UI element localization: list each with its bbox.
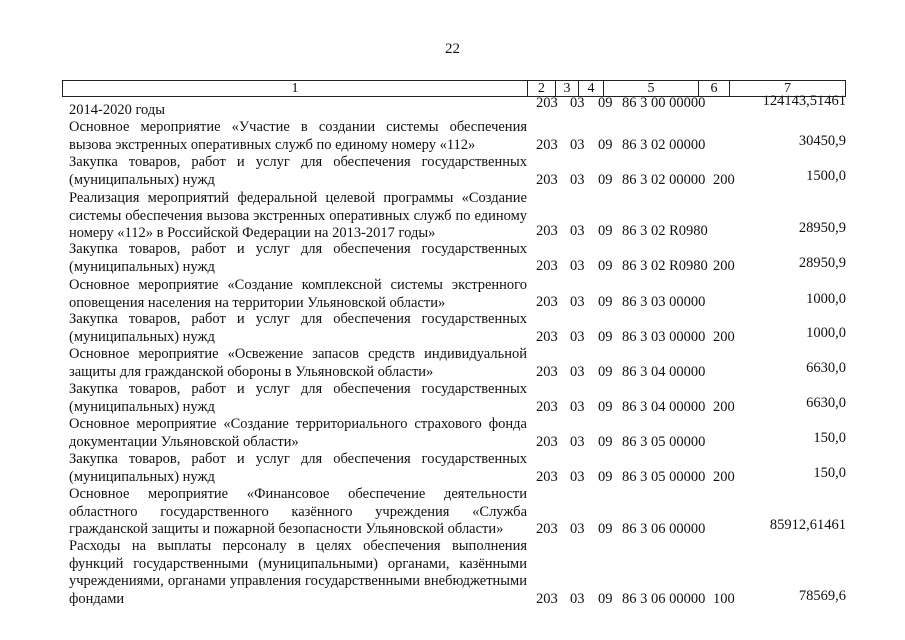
row-pr: 09 [598,433,613,450]
table-row [0,381,905,416]
row-sum: 1000,0 [806,290,846,307]
row-csr: 86 3 03 00000 [622,328,706,345]
row-pr: 09 [598,590,613,607]
row-description: Закупка товаров, работ и услуг для обеспечения государственных (муниципальных) нужд [69,381,527,415]
row-pr: 09 [598,468,613,485]
table-row [0,346,905,381]
row-vr: 100 [713,590,735,607]
row-csr: 86 3 04 00000 [622,363,706,380]
row-pr: 09 [598,328,613,345]
row-sum: 6630,0 [806,359,846,376]
row-ved: 203 [536,171,558,188]
row-csr: 86 3 03 00000 [622,293,706,310]
row-pr: 09 [598,94,613,111]
row-sum: 1000,0 [806,324,846,341]
row-pr: 09 [598,520,613,537]
row-ved: 203 [536,468,558,485]
row-rz: 03 [570,398,585,415]
header-col-6: 6 [699,81,730,96]
row-rz: 03 [570,293,585,310]
table-row [0,119,905,154]
row-rz: 03 [570,94,585,111]
row-rz: 03 [570,136,585,153]
table-row [0,190,905,240]
row-csr: 86 3 02 R0980 [622,222,708,239]
row-description: Закупка товаров, работ и услуг для обеспечения государственных (муниципальных) нужд [69,154,527,188]
row-rz: 03 [570,433,585,450]
row-pr: 09 [598,398,613,415]
row-vr: 200 [713,468,735,485]
row-rz: 03 [570,590,585,607]
row-rz: 03 [570,222,585,239]
row-rz: 03 [570,171,585,188]
header-col-4: 4 [579,81,604,96]
row-csr: 86 3 06 00000 [622,590,706,607]
table-row [0,277,905,311]
column-number-header [62,80,846,97]
row-rz: 03 [570,257,585,274]
row-sum: 28950,9 [798,219,846,236]
row-csr: 86 3 02 00000 [622,136,706,153]
row-csr: 86 3 04 00000 [622,398,706,415]
row-csr: 86 3 02 R0980 [622,257,708,274]
row-rz: 03 [570,363,585,380]
row-sum: 6630,0 [806,394,846,411]
table-row [0,241,905,275]
row-description: Закупка товаров, работ и услуг для обеспечения государственных (муниципальных) нужд [69,451,527,485]
header-col-5: 5 [604,81,699,96]
row-csr: 86 3 05 00000 [622,433,706,450]
row-sum: 85912,61461 [769,516,846,533]
row-ved: 203 [536,328,558,345]
row-sum: 1500,0 [806,167,846,184]
row-pr: 09 [598,257,613,274]
row-ved: 203 [536,363,558,380]
row-pr: 09 [598,363,613,380]
row-ved: 203 [536,590,558,607]
row-sum: 124143,51461 [762,92,846,109]
header-col-3: 3 [556,81,579,96]
row-csr: 86 3 00 00000 [622,94,706,111]
row-csr: 86 3 05 00000 [622,468,706,485]
row-pr: 09 [598,171,613,188]
row-ved: 203 [536,222,558,239]
table-row [0,538,905,608]
row-sum: 30450,9 [798,132,846,149]
header-col-1: 1 [63,81,528,96]
table-row [0,416,905,451]
table-row [0,486,905,538]
row-sum: 78569,6 [798,587,846,604]
row-pr: 09 [598,222,613,239]
row-sum: 150,0 [813,464,846,481]
row-description: Расходы на выплаты персоналу в целях обеспечения выполнения функций государственными (муниципальными) органами, казёнными учреждениями, органами управления государственными внебюджетными фондами [69,538,527,607]
row-pr: 09 [598,136,613,153]
row-description: Реализация мероприятий федеральной целевой программы «Создание системы обеспечения вызова экстренных оперативных служб по единому номеру «112» в Российской Федерации на 2013-2017 годы» [69,190,527,241]
header-col-2: 2 [528,81,556,96]
row-ved: 203 [536,398,558,415]
header-col-7: 7 [784,81,791,96]
row-vr: 200 [713,328,735,345]
row-vr: 200 [713,171,735,188]
row-description: Закупка товаров, работ и услуг для обеспечения государственных (муниципальных) нужд [69,241,527,275]
row-csr: 86 3 06 00000 [622,520,706,537]
row-ved: 203 [536,520,558,537]
row-csr: 86 3 02 00000 [622,171,706,188]
table-row [0,92,905,118]
row-description: Закупка товаров, работ и услуг для обеспечения государственных (муниципальных) нужд [69,311,527,345]
row-pr: 09 [598,293,613,310]
row-sum: 150,0 [813,429,846,446]
page-number: 22 [445,41,460,57]
row-rz: 03 [570,520,585,537]
row-rz: 03 [570,468,585,485]
row-ved: 203 [536,433,558,450]
row-description: Основное мероприятие «Создание территориального страхового фонда документации Ульяновской области» [69,416,527,450]
row-vr: 200 [713,398,735,415]
table-row [0,311,905,346]
row-description: Основное мероприятие «Участие в создании системы обеспечения вызова экстренных оперативных служб по единому номеру «112» [69,119,527,153]
table-row [0,154,905,189]
row-sum: 28950,9 [798,254,846,271]
row-vr: 200 [713,257,735,274]
row-description: Основное мероприятие «Финансовое обеспечение деятельности областного государственного казённого учреждения «Служба гражданской защиты и пожарной безопасности Ульяновской области» [69,486,527,537]
row-ved: 203 [536,136,558,153]
row-description: Основное мероприятие «Освежение запасов средств индивидуальной защиты для гражданской обороны в Ульяновской области» [69,346,527,380]
row-rz: 03 [570,328,585,345]
table-row [0,451,905,486]
row-ved: 203 [536,257,558,274]
row-ved: 203 [536,293,558,310]
row-description: Основное мероприятие «Создание комплексной системы экстренного оповещения населения на территории Ульяновской области» [69,277,527,311]
row-description: 2014-2020 годы [69,102,165,118]
row-ved: 203 [536,94,558,111]
